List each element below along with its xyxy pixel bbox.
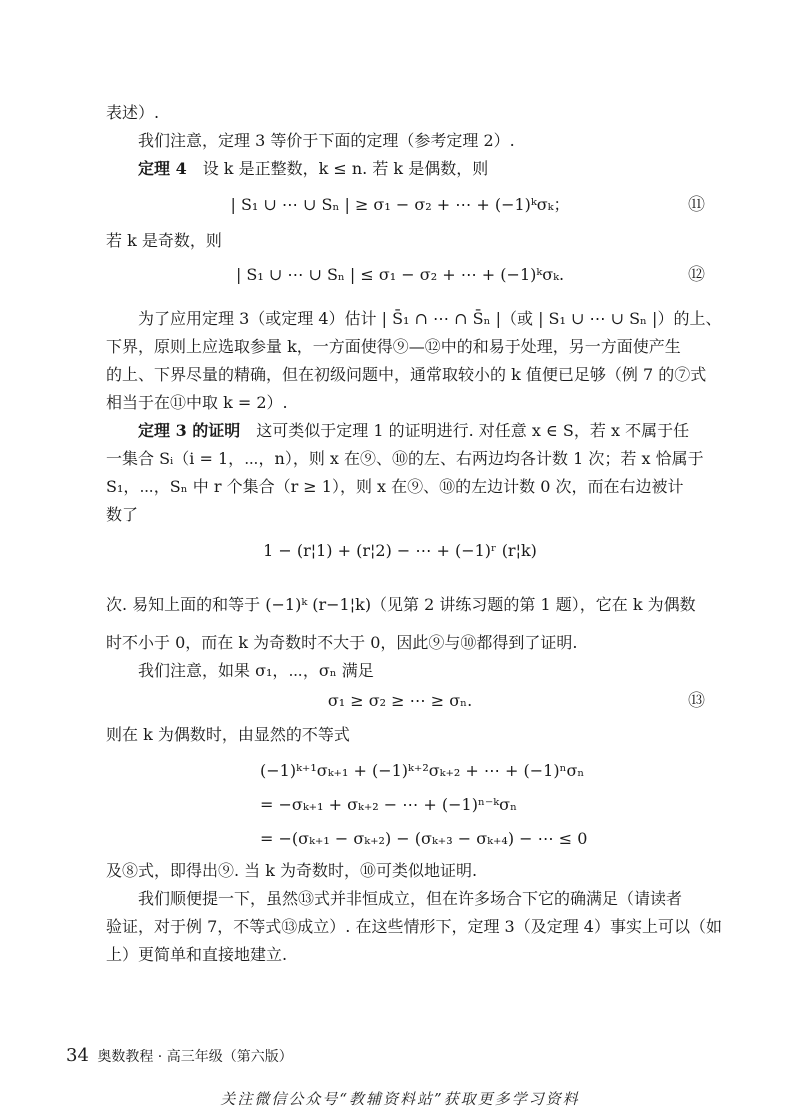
page-footer <box>66 1045 293 1066</box>
formula-13: σ₁ ≥ σ₂ ≥ ⋯ ≥ σₙ. <box>327 691 473 710</box>
formula-inequality-line3: = −(σₖ₊₁ − σₖ₊₂) − (σₖ₊₃ − σₖ₊₄) − ⋯ ≤ 0 <box>260 829 588 848</box>
formula-inequality-line2: = −σₖ₊₁ + σₖ₊₂ − ⋯ + (−1)ⁿ⁻ᵏσₙ <box>260 795 517 814</box>
proof-label: 定理 3 的证明 <box>138 421 241 440</box>
text-line: S₁，⋯，Sₙ 中 r 个集合（r ≥ 1），则 x 在⑨、⑩的左边计数 0 次，而在右边被计 <box>106 477 684 496</box>
formula-12: | S₁ ∪ ⋯ ∪ Sₙ | ≤ σ₁ − σ₂ + ⋯ + (−1)ᵏσₖ. <box>235 265 565 284</box>
theorem-label: 定理 4 <box>138 159 187 178</box>
watermark-text: 关注微信公众号“教辅资料站”获取更多学习资料 <box>220 1090 580 1108</box>
equation-number: ⑪ <box>688 195 705 215</box>
formula-binomial-sum: 1 − (r¦1) + (r¦2) − ⋯ + (−1)ʳ (r¦k) <box>263 541 537 560</box>
theorem-4-statement <box>138 156 696 182</box>
text-segment: 这可类似于定理 1 的证明进行. 对任意 x ∈ S，若 x 不属于任 <box>240 421 690 440</box>
page-number: 34 <box>66 1045 89 1066</box>
text-line: 及⑧式，即得出⑨. 当 k 为奇数时，⑩可类似地证明. <box>106 861 478 880</box>
text-line: 我们顺便提一下，虽然⑬式并非恒成立，但在许多场合下它的确满足（请读者 <box>138 889 683 908</box>
book-title: 奥数教程 · 高三年级（第六版） <box>97 1049 293 1065</box>
text-line: 若 k 是奇数，则 <box>106 231 222 250</box>
text-line: 时不小于 0，而在 k 为奇数时不大于 0，因此⑨与⑩都得到了证明. <box>106 633 578 652</box>
text-line: 次. 易知上面的和等于 (−1)ᵏ (r−1¦k)（见第 2 讲练习题的第 1 题），它在 k 为偶数 <box>106 595 696 614</box>
formula-inequality-line1: (−1)ᵏ⁺¹σₖ₊₁ + (−1)ᵏ⁺²σₖ₊₂ + ⋯ + (−1)ⁿσₙ <box>260 761 585 780</box>
text-line: 相当于在⑪中取 k = 2）. <box>106 393 288 412</box>
text-line: 则在 k 为偶数时，由显然的不等式 <box>106 725 350 744</box>
text-line: 我们注意，定理 3 等价于下面的定理（参考定理 2）. <box>138 131 515 150</box>
proof-theorem-3 <box>138 418 696 444</box>
text-line: 数了 <box>106 505 139 524</box>
text-line: 表述）. <box>106 103 160 122</box>
text-line: 的上、下界尽量的精确，但在初级问题中，通常取较小的 k 值便已足够（例 7 的⑦式 <box>106 365 707 384</box>
equation-number: ⑫ <box>688 265 705 285</box>
text-segment: 设 k 是正整数，k ≤ n. 若 k 是偶数，则 <box>186 159 489 178</box>
text-line: 验证，对于例 7，不等式⑬成立）. 在这些情形下，定理 3（及定理 4）事实上可以（如 <box>106 917 722 936</box>
equation-number: ⑬ <box>688 691 705 711</box>
text-line: 为了应用定理 3（或定理 4）估计 | S̄₁ ∩ ⋯ ∩ S̄ₙ |（或 | S₁ ∪ ⋯ ∪ Sₙ |）的上、 <box>138 309 722 328</box>
text-line: 下界，原则上应选取参量 k，一方面使得⑨—⑫中的和易于处理，另一方面使产生 <box>106 337 681 356</box>
text-line: 上）更简单和直接地建立. <box>106 945 288 964</box>
formula-11: | S₁ ∪ ⋯ ∪ Sₙ | ≥ σ₁ − σ₂ + ⋯ + (−1)ᵏσₖ； <box>230 195 570 214</box>
text-line: 我们注意，如果 σ₁，⋯，σₙ 满足 <box>138 661 374 680</box>
text-line: 一集合 Sᵢ（i = 1，⋯，n），则 x 在⑨、⑩的左、右两边均各计数 1 次；若 x 恰属于 <box>106 449 704 468</box>
